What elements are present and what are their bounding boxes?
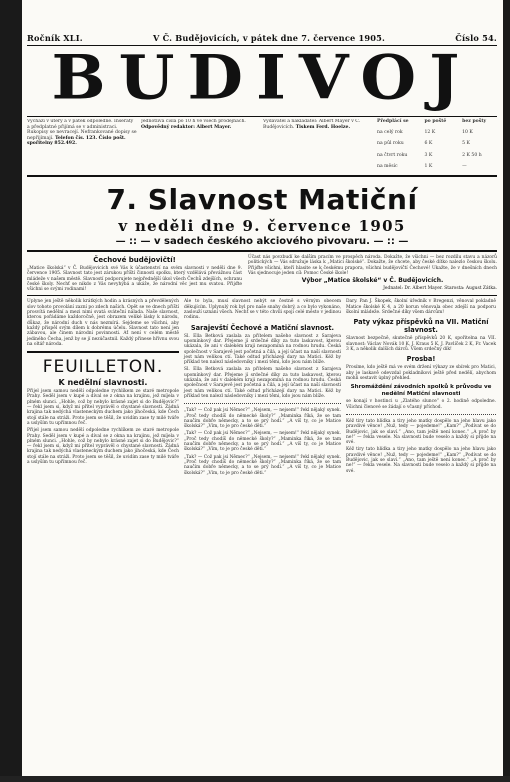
price-cell: 6 K bbox=[424, 141, 433, 147]
appeal-section bbox=[27, 255, 497, 296]
price-cell: — bbox=[462, 163, 467, 169]
info-bold-3: Tiskem Ferd. Hoelze. bbox=[295, 124, 351, 130]
article-columns bbox=[27, 299, 497, 477]
scan-edge-right bbox=[503, 0, 510, 782]
signers: Jednatel: Dr. Albert Mayer. Starosta: August Zátka. bbox=[383, 286, 497, 292]
col3-heading-2: Prosba! bbox=[406, 355, 436, 364]
info-bold-1: Telefon čís. 123. Číslo pošt. spořitelny 852.492. bbox=[27, 135, 126, 147]
column-1 bbox=[27, 299, 179, 477]
col2-dialog-cont: „Tak? — Což pak jsi Němec?“ „Nejsem, — nejsem!“ řekl nějaký synek. „Proč tedy chodíš do německé školy?“ „Maminka říká, že se tam naučím dobře německy, a to se prý hodí.“ „A víš ty, co je Matice školská?“ „Vím, to je pro české děti.“ bbox=[184, 431, 341, 453]
info-column-1 bbox=[27, 119, 137, 175]
column-divider bbox=[184, 403, 341, 404]
col1-text: Uplyne jen ještě několik krátkých hodin a krásných a převdělených slov tohoto provolání zazní po zdech našich. Opět se ve dnech příští prosvítá nedělní a mezi nimi svatá sváteční nálada. Naše slavnost, kterou pořádáme každoročně, jest obrazem veliké lásky k národu, důkaz, že národní duch v nás nezmírá. Sejdeme se všichni, aby každý přispěl svým dílem k dobrému účelu. Slavnost tato není jen zábavou, ale činem národní povinnosti. Ať není v celém městě jediného Čecha, jenž by se jí nezúčastnil. Každý přinese hřívnu svou na oltář národa. bbox=[27, 299, 179, 347]
col2-body: Sl. Ella Betková zaslala za přítelem našeho slavnost z Sarajeva upomínkový dar. Přejeme jí srdečné díky za tuto laskavost, kterou ukázala, že ani v dalekém kraji nezapomíná na rodnou hrudu. Česká společnost v Sarajevě jest početná a čilá, a její účast na naší slavnosti jest nám velikou ctí. Také odtud přicházejí dary na Matici. Kéž by příklad ten nalezl následovníky i mezi těmi, kdo jsou nám blíže. bbox=[184, 333, 341, 366]
appeal-text-right: Účast nás povzbudí ke dalším pracím ve prospěch národa. Dokažte, že všichni — bez rozdílu stavu a názorů politických — Vás sdružuje láska k „Matici školské“. Dokažte, že chcete, aby české dítko nalezlo českou školu. Přijďte všichni, kteří hlasite se k českému prapora, všichni budějovičtí Čechové! Ukažte, že v dnešních dnech Vás sjednocuje jeden cíl: Pomoc České škole! bbox=[248, 255, 497, 276]
info-bold-2: Odpovědný redaktor: Albert Mayer. bbox=[141, 124, 232, 130]
col3-heading: Paty výkaz příspěvků na VII. Matiční slavnost. bbox=[353, 318, 489, 335]
feuilleton-title: K nedělní slavnosti. bbox=[58, 378, 148, 388]
feuilleton-text: Přijel jsem samou nedělí odpoledne rychlíkem ze staré metropole Prahy. Seděl jsem v kupé a díval se z okna na krajinu, jež míjela v plném slunci. „Hohle, což by nebylo krásné zajet si do Budějovic?“ — řekl jsem si, když mi přítel vyprávěl o chystané slavnosti. Žádná krajina tak nedýchá vlasteneckým duchem jako jihočeská, kde Čech stojí stále na stráži. Proto jsem se těšil, že uvidím zase ty milé tváře a uslyším tu upřímnou řeč. bbox=[27, 389, 179, 426]
col2-heading: Sarajevští Čechové a Matiční slavnost. bbox=[190, 323, 335, 332]
col2-text: Ale to byla, musí slavnost nebýt se čestně s věrným obecem děkujícím. Uplynulý rok byl pro naše snahy dobrý, a co bylo vykonáno, zaslouží uznání všech. Nechť se v této chvíli spojí celé město v jedinou rodinu. bbox=[184, 299, 341, 321]
price-cell: 10 K bbox=[462, 130, 473, 136]
info-text-2: Jednotlivá čísla po 10 h ve všech prodejnách. bbox=[141, 119, 246, 124]
dateline: V Č. Budějovicích, v pátek dne 7. července 1905. bbox=[153, 33, 386, 43]
col2-body-cont: Sl. Ella Betková zaslala za přítelem našeho slavnost z Sarajeva upomínkový dar. Přejeme jí srdečné díky za tuto laskavost, kterou ukázala, že ani v dalekém kraji nezapomíná na rodnou hrudu. Česká společnost v Sarajevě jest početná a čilá, a její účast na naší slavnosti jest nám velikou ctí. Také odtud přicházejí dary na Matici. Kéž by příklad ten nalezl následovníky i mezi těmi, kdo jsou nám blíže. bbox=[184, 367, 341, 399]
appeal-text: „Matice školská“ v Č. Budějovicích své Vás k účastenství na svém slavnosti v neděli dne 9. července 1905. Slavnost tato jest zárukou příští činnosti spolku, který vzdělává převážnou část mládeže v našem městě. Slavností podporujete nejpřednější úkol všech Čechů zdejších, ochranu české školy. Nechť se nikdo z Vás nevyhýbá a ukáže, že národní věc jest mu svatou. Přijďte všichni se svými rodinami! bbox=[27, 266, 242, 293]
main-headline: 7. Slavnost Matiční bbox=[106, 183, 418, 216]
col3-heading-3: Shromáždění závodních spolků k průvodu ve nedělní Matiční slavnosti bbox=[350, 384, 492, 397]
column-divider-3 bbox=[346, 414, 496, 415]
col3-dialog-cont: Kéž tiry tato hlídka a tiry jeho matky dospělo na jeho hlavu jako pravdivé věnce! „Nuž, tedy — pojedeme!“ „Kam?“ „Podívat se do Budějovic, jak se slaví.“ „Ano, tam ještě není konec.“ „A proč by ne!“ — řekla vesele. Na slavnosti bude veselo a každý si přijde na své. bbox=[346, 447, 496, 474]
col3-body-2: Prosíme, kdo ještě má ve svém držení výkazy ze sbírek pro Matici, aby je laskavě odevzdal pokladníkovi ještě před nedělí, abychom mohli sestavit úplný přehled. bbox=[346, 365, 496, 381]
price-cell: 12 K bbox=[424, 130, 436, 136]
date-headline: v neděli dne 9. července 1905 bbox=[118, 217, 406, 235]
price-cell: na celý rok bbox=[377, 130, 403, 136]
info-column-2 bbox=[141, 119, 259, 175]
issue-number: Číslo 54. bbox=[455, 33, 497, 43]
scan-edge-bottom bbox=[0, 776, 510, 782]
front-page bbox=[27, 33, 497, 773]
volume-label: Ročník XLI. bbox=[27, 33, 83, 43]
price-cell: 3 K bbox=[424, 152, 433, 158]
scan-edge-left bbox=[0, 0, 22, 782]
committee-signature: Výbor „Matice školské“ v Č. Budějovicích. bbox=[301, 277, 444, 285]
col3-dialog: Kéž tiry tato hlídka a tiry jeho matky dospělo na jeho hlavu jako pravdivé věnce! „Nuž, tedy — pojedeme!“ „Kam?“ „Podívat se do Budějovic, jak se slaví.“ „Ano, tam ještě není konec.“ „A proč by ne!“ — řekla vesele. Na slavnosti bude veselo a každý si přijde na své. bbox=[346, 418, 496, 446]
price-cell: na půl roku bbox=[377, 141, 404, 147]
publication-info bbox=[27, 116, 497, 177]
appeal-left bbox=[27, 255, 242, 292]
price-cell: bez pošty bbox=[462, 119, 487, 124]
info-column-3 bbox=[263, 119, 373, 175]
appeal-title: Čechové budějovičtí! bbox=[93, 256, 176, 264]
place-headline: — :: — v sadech českého akciového pivovaru. — :: — bbox=[27, 236, 497, 252]
price-cell: Předplácí se bbox=[377, 119, 409, 124]
appeal-right bbox=[248, 255, 497, 292]
price-cell: na čtvrt roku bbox=[377, 152, 408, 158]
col3-body-3: se konají v hostinci u „Zlatého slunce“ o 2. hodině odpoledne. Všichni členové se žádají o včasný příchod. bbox=[346, 399, 496, 410]
subscription-prices bbox=[377, 119, 497, 175]
price-cell: na měsíc bbox=[377, 163, 398, 169]
col2-dialog: „Tak? — Což pak jsi Němec?“ „Nejsem, — nejsem!“ řekl nějaký synek. „Proč tedy chodíš do německé školy?“ „Maminka říká, že se tam naučím dobře německy, a to se prý hodí.“ „A víš ty, co je Matice školská?“ „Vím, to je pro české děti.“ bbox=[184, 408, 341, 430]
col2-dialog-cont2: „Tak? — Což pak jsi Němec?“ „Nejsem, — nejsem!“ řekl nějaký synek. „Proč tedy chodíš do německé školy?“ „Maminka říká, že se tam naučím dobře německy, a to se prý hodí.“ „A víš ty, co je Matice školská?“ „Vím, to je pro české děti.“ bbox=[184, 454, 341, 476]
price-cell: 5 K bbox=[462, 141, 470, 147]
feuilleton-text-cont: Přijel jsem samou nedělí odpoledne rychlíkem ze staré metropole Prahy. Seděl jsem v kupé a díval se z okna na krajinu, jež míjela v plném slunci. „Hohle, což by nebylo krásné zajet si do Budějovic?“ — řekl jsem si, když mi přítel vyprávěl o chystané slavnosti. Žádná krajina tak nedýchá vlasteneckým duchem jako jihočeská, kde Čech stojí stále na stráži. Proto jsem se těšil, že uvidím zase ty milé tváře a uslyším tu upřímnou řeč. bbox=[27, 428, 179, 466]
price-cell: 1 K bbox=[424, 163, 433, 169]
col3-text: Dary. Pan J. Škopek, školní úředník v Bregenzi, věnoval pokladně Matice školské K 4, a 20 korun věnovala obec zdejší na podporu školní mládeže. Srdečné díky všem dárcům! bbox=[346, 299, 496, 316]
info-text-1: Vychází v úterý a v pátek odpoledne. Inseráty a předplatné přijímá se v administraci. Rukopisy se nevracejí. Nefrankované dopisy se nepřijímají. bbox=[27, 119, 137, 141]
info-text-3: Vydavatel a nakladatel: Albert Mayer v Č. Budějovicích. bbox=[263, 119, 361, 130]
masthead-title: BUDIVOJ bbox=[51, 42, 473, 114]
price-cell: 2 K 50 h bbox=[462, 152, 482, 158]
column-2 bbox=[184, 299, 341, 477]
col3-body: Slavnost bezpečně, skutečně příspěvků 20 K, spořitelna na VII. slavnost: Václav Novák 10 K, J. Kraus 5 K, J. Pavlíček 2 K, Fr. Vacek 3 K, a několik dalších dárců. Všem srdečný dík! bbox=[346, 336, 496, 352]
feuilleton-heading: FEUILLETON. bbox=[27, 351, 179, 377]
column-3 bbox=[346, 299, 496, 477]
price-cell: po poště bbox=[424, 119, 447, 124]
